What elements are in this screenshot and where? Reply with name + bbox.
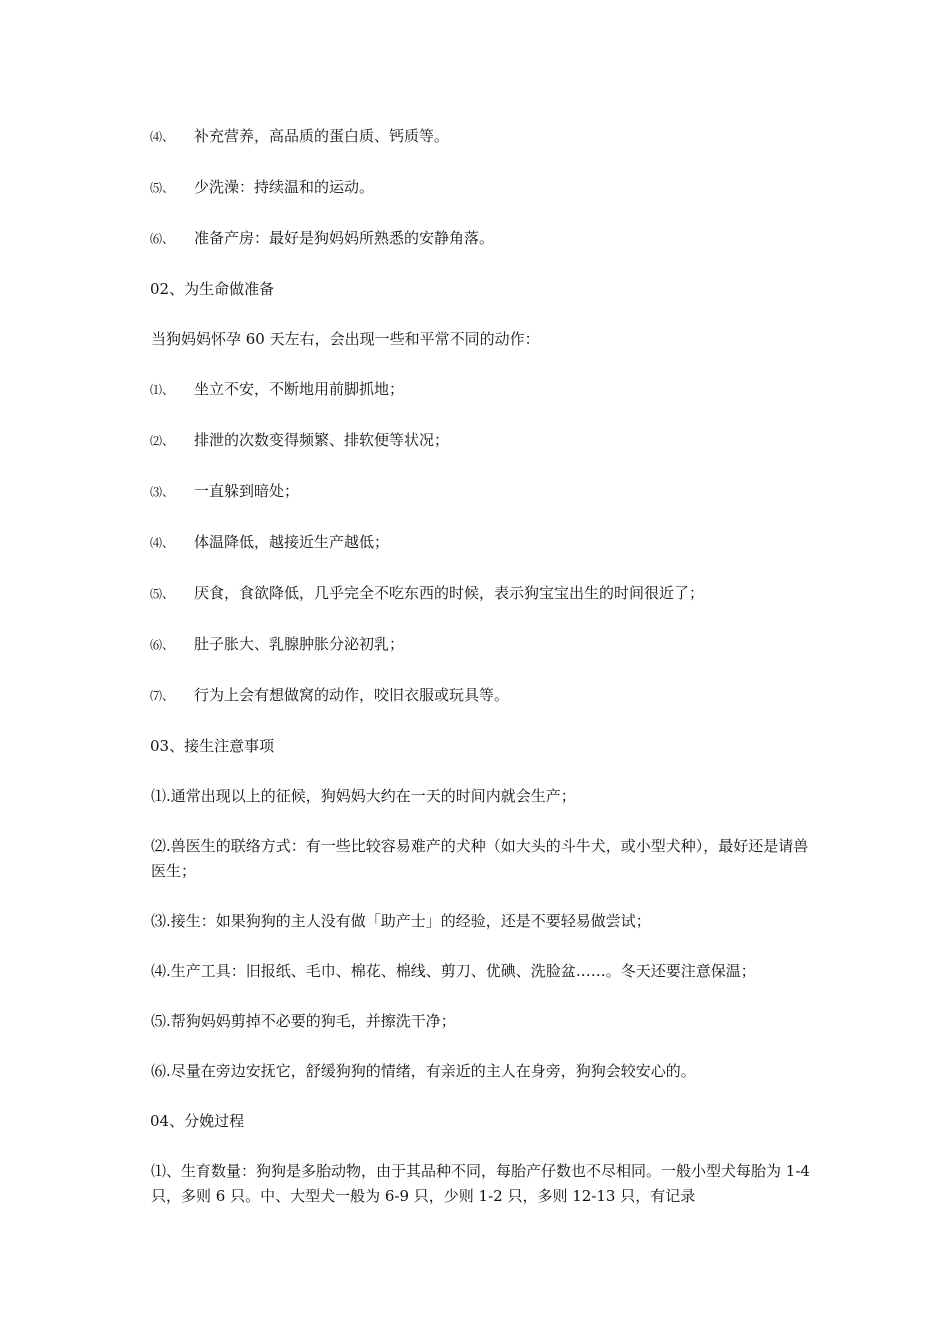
list-item: ⑷.生产工具：旧报纸、毛巾、棉花、棉线、剪刀、优碘、洗脸盆……。冬天还要注意保温；: [151, 962, 756, 980]
item-text: 一直躲到暗处；: [194, 482, 300, 500]
item-text: 准备产房：最好是狗妈妈所熟悉的安静角落。: [194, 229, 495, 247]
item-number: ⑷、: [150, 536, 175, 550]
list-item: ⑸.帮狗妈妈剪掉不必要的狗毛，并擦洗干净；: [151, 1012, 456, 1030]
item-number: ⑸、: [150, 587, 175, 601]
list-item: [146, 124, 810, 150]
list-item: ⑹.尽量在旁边安抚它，舒缓狗狗的情绪，有亲近的主人在身旁，狗狗会较安心的。: [151, 1062, 696, 1080]
list-item: [146, 428, 810, 454]
document-page: [146, 124, 810, 1234]
item-text: 少洗澡：持续温和的运动。: [194, 178, 375, 196]
item-number: ⑺、: [150, 689, 175, 703]
item-number: ⑴、: [150, 383, 175, 397]
list-item: [146, 226, 810, 252]
item-text: 体温降低，越接近生产越低；: [194, 533, 390, 551]
section-intro-02: 当狗妈妈怀孕 60 天左右，会出现一些和平常不同的动作：: [151, 330, 540, 348]
list-item: ⑶.接生：如果狗狗的主人没有做「助产士」的经验，还是不要轻易做尝试；: [151, 912, 651, 930]
list-item: ⑵.兽医生的联络方式：有一些比较容易难产的犬种（如大头的斗牛犬，或小型犬种），最好还是请兽医生；: [151, 837, 809, 880]
list-item: [146, 175, 810, 201]
item-text: 行为上会有想做窝的动作，咬旧衣服或玩具等。: [194, 686, 510, 704]
list-item: [146, 530, 810, 556]
item-text: 补充营养，高品质的蛋白质、钙质等。: [194, 127, 450, 145]
section-heading-02: 02、为生命做准备: [150, 280, 275, 298]
item-text: 厌食，食欲降低，几乎完全不吃东西的时候，表示狗宝宝出生的时间很近了；: [194, 584, 705, 602]
list-item: [146, 479, 810, 505]
item-text: 排泄的次数变得频繁、排软便等状况；: [194, 431, 450, 449]
item-number: ⑹、: [150, 232, 175, 246]
list-item: [146, 581, 810, 607]
item-text: 肚子胀大、乳腺肿胀分泌初乳；: [194, 635, 405, 653]
list-item: [146, 632, 810, 658]
section-paragraph-04: ⑴、生育数量：狗狗是多胎动物，由于其品种不同，每胎产仔数也不尽相同。一般小型犬每胎为 1-4 只，多则 6 只。中、大型犬一般为 6-9 只，少则 1-2 只，多则 12-13 只，有记录: [151, 1162, 810, 1205]
item-number: ⑹、: [150, 638, 175, 652]
list-item: [146, 377, 810, 403]
section-heading-03: 03、接生注意事项: [150, 737, 275, 755]
section-heading-04: 04、分娩过程: [150, 1112, 245, 1130]
item-text: 坐立不安，不断地用前脚抓地；: [194, 380, 405, 398]
item-number: ⑶、: [150, 485, 175, 499]
item-number: ⑵、: [150, 434, 175, 448]
list-item: [146, 683, 810, 709]
item-number: ⑷、: [150, 130, 175, 144]
list-item: ⑴.通常出现以上的征候，狗妈妈大约在一天的时间内就会生产；: [151, 787, 576, 805]
item-number: ⑸、: [150, 181, 175, 195]
